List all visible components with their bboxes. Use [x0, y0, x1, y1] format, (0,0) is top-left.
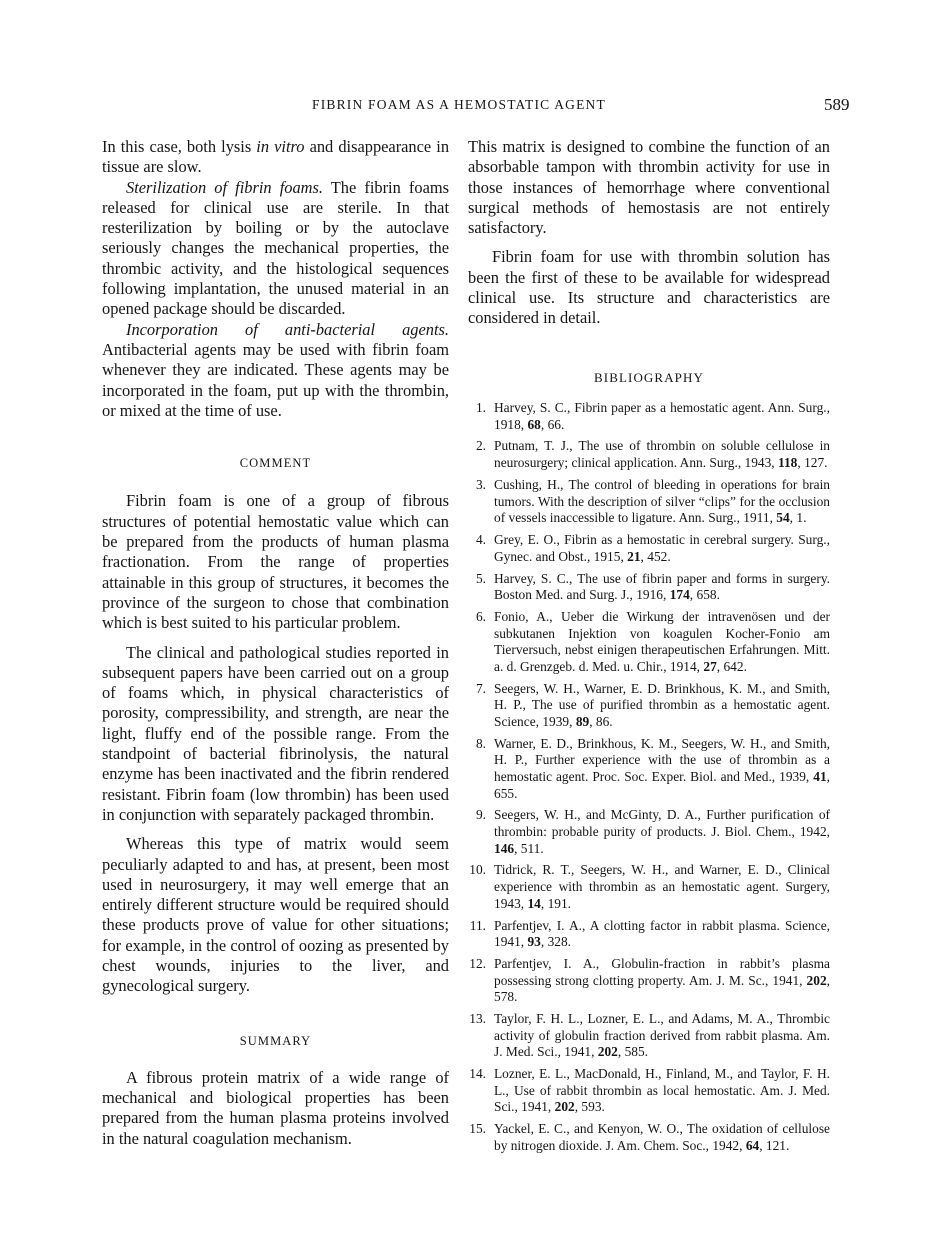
entry-text: Seegers, W. H., and McGinty, D. A., Further purification of thrombin: probable purity of products. J. Biol. Chem., 1942,	[494, 807, 830, 839]
entry-volume: 202	[597, 1044, 618, 1060]
entry-text: Harvey, S. C., Fibrin paper as a hemostatic agent. Ann. Surg., 1918,	[494, 399, 830, 432]
summary-paragraph: A fibrous protein matrix of a wide range of mechanical and biological properties has been prepared from the human plasma proteins involved in the natural coagulation mechanism.	[102, 1067, 449, 1148]
entry-pages: , 127.	[797, 455, 828, 471]
bibliography-entry	[468, 862, 830, 912]
entry-volume: 174	[669, 587, 690, 603]
right-paragraph-2: Fibrin foam for use with thrombin solution has been the first of these to be available for widespread clinical use. Its structure and characteristics are considered in detail.	[468, 247, 830, 328]
bibliography-entry	[468, 736, 830, 802]
entry-volume: 146	[494, 840, 515, 856]
right-column	[468, 137, 830, 1160]
bibliography-entry	[468, 438, 830, 471]
entry-pages: , 191.	[540, 895, 572, 911]
run-in-heading: Sterilization of fibrin foams.	[126, 177, 323, 197]
bibliography-entry	[468, 571, 830, 604]
entry-text: Parfentjev, I. A., A clotting factor in rabbit plasma. Science, 1941,	[494, 917, 830, 950]
entry-text: Putnam, T. J., The use of thrombin on soluble cellulose in neurosurgery; clinical application. Ann. Surg., 1943,	[494, 438, 830, 471]
bibliography-entry	[468, 477, 830, 527]
entry-pages: , 328.	[540, 934, 572, 950]
bibliography-entry	[468, 400, 830, 433]
entry-text: Seegers, W. H., Warner, E. D. Brinkhous, K. M., and Smith, H. P., The use of purified thrombin as a hemostatic agent. Science, 1939,	[494, 680, 830, 729]
entry-volume: 202	[554, 1099, 575, 1115]
entry-number: 1.	[475, 399, 486, 415]
entry-number: 14.	[469, 1066, 486, 1082]
entry-volume: 54	[776, 510, 790, 526]
entry-number: 4.	[475, 532, 486, 548]
entry-number: 11.	[469, 917, 486, 933]
entry-pages: , 578.	[494, 972, 830, 1005]
entry-number: 8.	[475, 735, 486, 751]
bibliography-entry	[468, 1066, 830, 1116]
bibliography-entry	[468, 1011, 830, 1061]
entry-volume: 21	[627, 548, 641, 564]
entry-pages: , 585.	[617, 1044, 649, 1060]
entry-number: 6.	[475, 608, 486, 624]
text-run: In this case, both lysis	[102, 137, 257, 156]
bibliography-heading: BIBLIOGRAPHY	[594, 369, 704, 385]
bibliography-entry	[468, 956, 830, 1006]
comment-heading: COMMENT	[239, 456, 312, 471]
right-paragraph-1: This matrix is designed to combine the function of an absorbable tampon with thrombin activity for use in those instances of hemorrhage where conventional surgical methods of hemostasis are not entirely satisfactory.	[468, 137, 830, 238]
entry-text: Cushing, H., The control of bleeding in operations for brain tumors. With the description of silver “clips” for the occlusion of vessels inaccessible to ligature. Ann. Surg., 1911,	[494, 476, 830, 526]
entry-number: 2.	[475, 438, 486, 454]
entry-pages: , 121.	[759, 1137, 790, 1153]
entry-volume: 27	[703, 658, 717, 674]
entry-pages: , 655.	[494, 768, 830, 801]
entry-volume: 41	[813, 768, 827, 784]
entry-volume: 118	[778, 455, 798, 471]
entry-volume: 14	[527, 895, 541, 911]
entry-volume: 68	[527, 416, 541, 432]
bibliography-entry	[468, 609, 830, 675]
comment-paragraph-1: Fibrin foam is one of a group of fibrous structures of potential hemostatic value which can be prepared from the products of human plasma fractionation. From the range of properties attainable in this group of structures, it becomes the province of the surgeon to chose that combination which is best suited to his particular problem.	[102, 491, 449, 633]
run-in-heading: Incorporation of anti-bacterial agents.	[126, 319, 449, 339]
text-run: Antibacterial agents may be used with fibrin foam whenever they are indicated. These agents may be incorporated in the foam, put up with the thrombin, or mixed at the time of use.	[102, 339, 449, 420]
bibliography-entry	[468, 532, 830, 565]
entry-pages: , 642.	[716, 658, 747, 674]
entry-number: 15.	[469, 1121, 486, 1137]
entry-pages: , 452.	[640, 548, 671, 564]
paragraph-antibacterial	[102, 320, 449, 421]
entry-volume: 89	[575, 713, 590, 729]
entry-volume: 202	[806, 972, 827, 988]
running-title: FIBRIN FOAM AS A HEMOSTATIC AGENT	[312, 97, 606, 112]
entry-number: 12.	[469, 956, 486, 972]
entry-text: Fonio, A., Ueber die Wirkung der intravenösen und der subkutanen Injektion von koagulen Kocher-Fonio am Tierversuch, nebst einigen therapeutischen Erfahrungen. Mitt. a. d. Grenzgeb. d. Med. u. Chir., 1914,	[494, 608, 830, 674]
left-column	[102, 137, 449, 1149]
entry-number: 3.	[475, 476, 486, 492]
bibliography-entry	[468, 1121, 830, 1154]
paragraph-lysis	[102, 137, 449, 178]
entry-text: Parfentjev, I. A., Globulin-fraction in rabbit’s plasma possessing strong clotting property. Am. J. M. Sc., 1941,	[494, 956, 830, 988]
entry-number: 10.	[469, 862, 486, 878]
italic-term: in vitro	[256, 137, 305, 156]
bibliography-entry	[468, 918, 830, 951]
comment-paragraph-3: Whereas this type of matrix would seem peculiarly adapted to and has, at present, been most used in neurosurgery, it may well emerge that an entirely different structure would be required should these products prove of value for other situations; for example, in the control of oozing as presented by chest wounds, injuries to the liver, and gynecological surgery.	[102, 834, 449, 996]
entry-text: Warner, E. D., Brinkhous, K. M., Seegers, W. H., and Smith, H. P., Further experience with the use of thrombin as a hemostatic agent. Proc. Soc. Exper. Biol. and Med., 1939,	[494, 735, 830, 784]
entry-pages: , 593.	[574, 1099, 605, 1115]
page-number: 589	[824, 95, 850, 114]
bibliography-entry	[468, 681, 830, 731]
entry-volume: 64	[745, 1137, 760, 1153]
entry-pages: , 66.	[540, 416, 565, 432]
entry-number: 7.	[475, 680, 486, 696]
entry-pages: , 658.	[689, 587, 720, 603]
paragraph-sterilization	[102, 178, 449, 320]
comment-paragraph-2: The clinical and pathological studies reported in subsequent papers have been carried out on a group of foams which, in physical characteristics of porosity, compressibility, and strength, are near the light, fluffy end of the possible range. From the standpoint of bacterial fibrinolysis, the natural enzyme has been inactivated and the fibrin rendered resistant. Fibrin foam (low thrombin) has been used in conjunction with separately packaged thrombin.	[102, 642, 449, 824]
entry-pages: , 86.	[589, 713, 613, 729]
entry-text: Harvey, S. C., The use of fibrin paper and forms in surgery. Boston Med. and Surg. J., 1916,	[494, 570, 830, 603]
entry-text: Grey, E. O., Fibrin as a hemostatic in cerebral surgery. Surg., Gynec. and Obst., 1915,	[494, 532, 830, 564]
entry-text: Taylor, F. H. L., Lozner, E. L., and Adams, M. A., Thrombic activity of globulin fraction derived from rabbit plasma. Am. J. Med. Sci., 1941,	[494, 1011, 830, 1060]
entry-number: 13.	[469, 1011, 486, 1027]
entry-text: Tidrick, R. T., Seegers, W. H., and Warner, E. D., Clinical experience with thrombin as an hemostatic agent. Surgery, 1943,	[494, 862, 830, 911]
bibliography-list	[468, 400, 830, 1155]
bibliography-entry	[468, 807, 830, 857]
running-head	[0, 97, 925, 117]
text-run: and disappearance in tissue are slow.	[102, 137, 450, 177]
entry-number: 5.	[475, 570, 486, 586]
entry-number: 9.	[475, 807, 486, 823]
entry-pages: , 511.	[514, 840, 544, 856]
text-run: The fibrin foams released for clinical use are sterile. In that resterilization by boiling or by the autoclave seriously changes the mechanical properties, the thrombic activity, and the histological sequences following implantation, the unused material in an opened package should be discarded.	[102, 177, 449, 319]
entry-text: Yackel, E. C., and Kenyon, W. O., The oxidation of cellulose by nitrogen dioxide. J. Am. Chem. Soc., 1942,	[494, 1121, 830, 1153]
entry-pages: , 1.	[789, 510, 807, 526]
entry-text: Lozner, E. L., MacDonald, H., Finland, M., and Taylor, F. H. L., Use of rabbit thrombin as local hemostatic. Am. J. Med. Sci., 1941,	[494, 1066, 830, 1115]
entry-volume: 93	[527, 934, 541, 950]
summary-heading: SUMMARY	[239, 1033, 312, 1048]
